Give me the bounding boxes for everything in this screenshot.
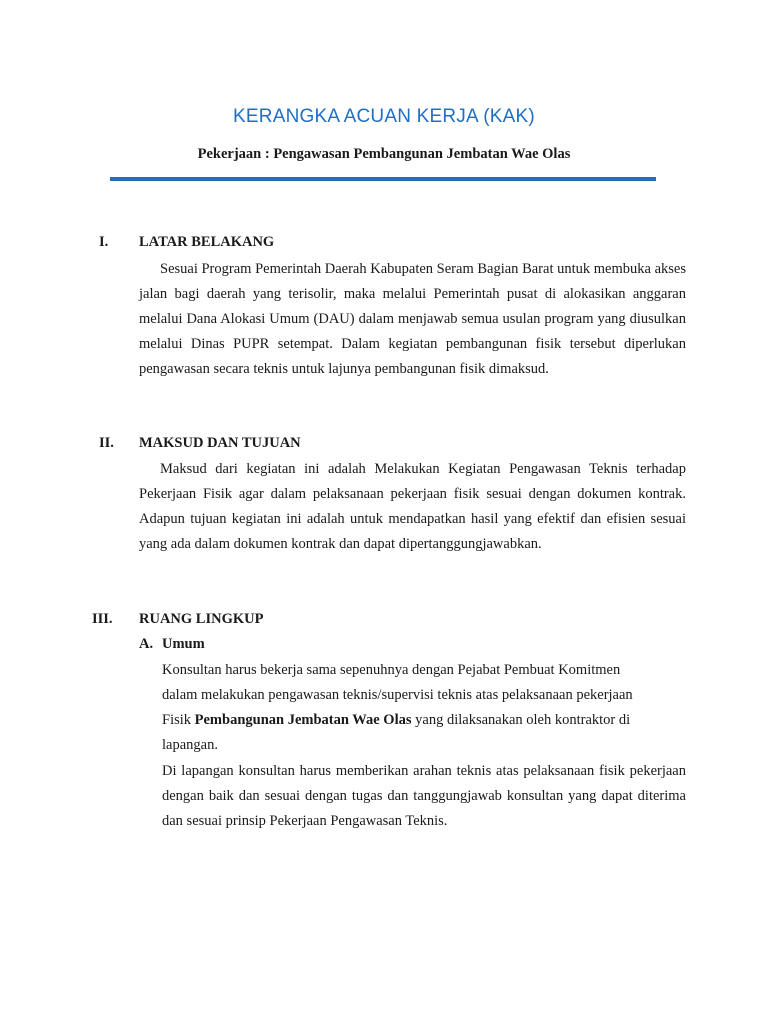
subsection-a-letter: A. <box>139 636 154 652</box>
text-line: dalam melakukan pengawasan teknis/supervisi teknis atas pelaksanaan pekerjaan <box>162 687 633 703</box>
section-3-number: III. <box>92 611 113 627</box>
document-title: KERANGKA ACUAN KERJA (KAK) <box>233 106 535 127</box>
subsection-a-title: Umum <box>162 636 205 652</box>
section-2-number: II. <box>99 435 114 451</box>
subsection-a-paragraph-2: Di lapangan konsultan harus memberikan arahan teknis atas pelaksanaan fisik pekerjaan dengan baik dan sesuai dengan tugas dan tanggungjawab konsultan yang dapat diterima dan sesuai prinsip Pekerjaan Pengawasan Teknis. <box>162 763 686 829</box>
text-run: Fisik <box>162 712 195 728</box>
section-1-heading: LATAR BELAKANG <box>139 234 275 250</box>
text-line: lapangan. <box>162 737 218 753</box>
project-name-bold: Pembangunan Jembatan Wae Olas <box>194 712 412 728</box>
text-run: yang dilaksanakan oleh kontraktor di <box>411 712 631 728</box>
subsection-a-heading <box>139 636 205 653</box>
document-subtitle: Pekerjaan : Pengawasan Pembangunan Jembatan Wae Olas <box>197 146 571 162</box>
section-3-heading: RUANG LINGKUP <box>139 611 264 627</box>
title-divider <box>110 177 656 181</box>
section-1-paragraph: Sesuai Program Pemerintah Daerah Kabupaten Seram Bagian Barat untuk membuka akses jalan bagi daerah yang terisolir, maka melalui Pemerintah pusat di alokasikan anggaran melalui Dana Alokasi Umum (DAU) dalam menjawab semua usulan program yang diusulkan melalui Dinas PUPR setempat. Dalam kegiatan pembangunan fisik tersebut diperlukan pengawasan secara teknis untuk lajunya pembangunan fisik dimaksud. <box>139 261 686 377</box>
section-2-heading: MAKSUD DAN TUJUAN <box>139 435 301 451</box>
section-2-paragraph: Maksud dari kegiatan ini adalah Melakukan Kegiatan Pengawasan Teknis terhadap Pekerjaan Fisik agar dalam pelaksanaan pekerjaan fisik sesuai dengan dokumen kontrak. Adapun tujuan kegiatan ini adalah untuk mendapatkan hasil yang efektif dan efisien sesuai yang ada dalam dokumen kontrak dan dapat dipertanggungjawabkan. <box>139 461 686 552</box>
subsection-a-paragraph-1 <box>162 658 686 758</box>
text-line: Konsultan harus bekerja sama sepenuhnya dengan Pejabat Pembuat Komitmen <box>162 662 621 678</box>
section-1-number: I. <box>99 234 109 250</box>
text-line <box>162 708 686 733</box>
